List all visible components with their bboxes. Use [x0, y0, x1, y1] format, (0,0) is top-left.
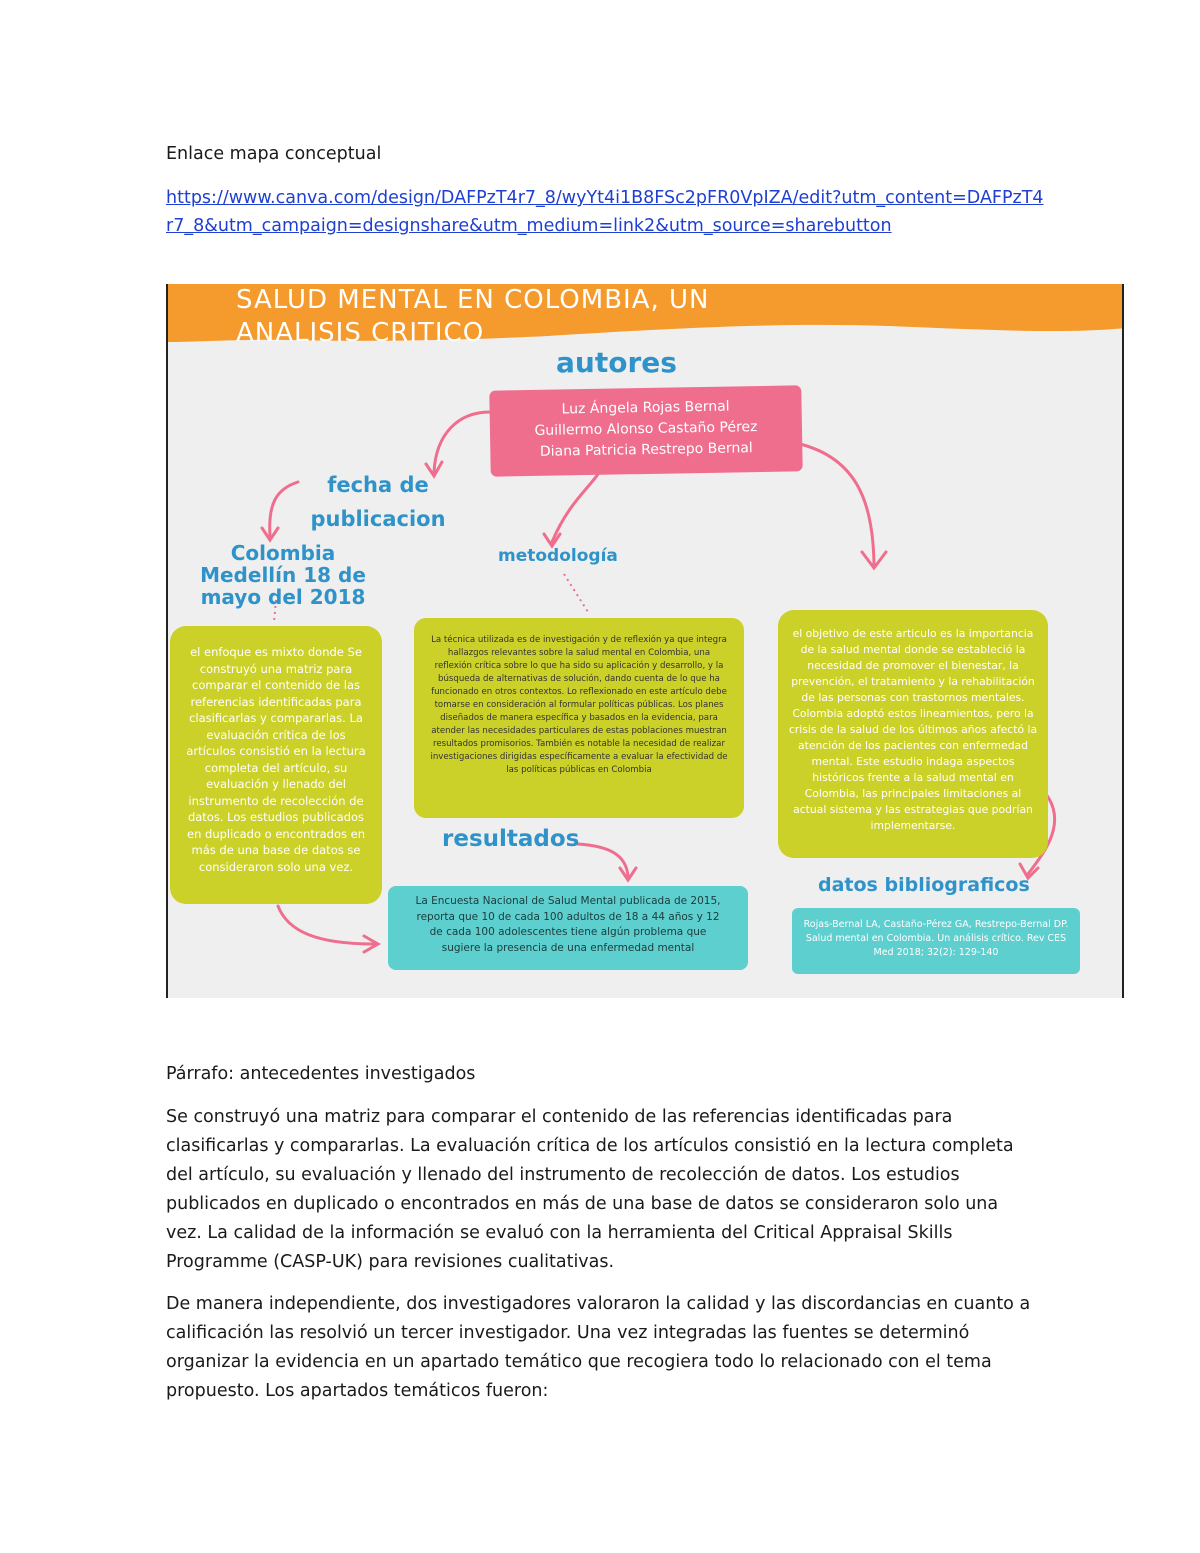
heading-enlace: Enlace mapa conceptual	[166, 144, 382, 164]
resultados-box: La Encuesta Nacional de Salud Mental publicada de 2015, reporta que 10 de cada 100 adultos de 18 a 44 años y 12 de cada 100 adolescentes tiene algún problema que sugiere la presencia de una enfermedad mental	[388, 886, 748, 970]
section-title: Párrafo: antecedentes investigados	[166, 1064, 476, 1084]
arrow-enfoque-resultados	[278, 906, 374, 944]
arrow-autores-objetivo	[800, 444, 874, 564]
map-title-line-2: ANALISIS CRITICO	[236, 318, 485, 348]
map-title-line-1: SALUD MENTAL EN COLOMBIA, UN	[236, 285, 710, 315]
concept-map-image	[166, 284, 1124, 998]
authors-box	[489, 385, 802, 476]
label-resultados: resultados	[442, 826, 580, 852]
authors-text: Luz Ángela Rojas Bernal Guillermo Alonso Castaño Pérez Diana Patricia Restrepo Bernal	[534, 398, 758, 460]
map-title	[236, 284, 710, 350]
metodologia-box: La técnica utilizada es de investigación y de reflexión ya que integra hallazgos relevantes sobre la salud mental en Colombia, una reflexión crítica sobre lo que ha sido su aplicación y desarrollo, y la búsqueda de alternativas de solución, dando cuenta de lo que ha funcionado en otros contextos. Lo reflexionado en este artículo debe tomarse en consideración al formular políticas públicas. Los planes diseñados de manera específica y basados en la evidencia, para atender las necesidades particulares de estas poblaciones muestran resultados promisorios. También es notable la necesidad de realizar investigaciones dirigidas específicamente a evaluar la efectividad de las políticas públicas en Colombia	[414, 618, 744, 818]
objetivo-box: el objetivo de este articulo es la importancia de la salud mental donde se estableció la necesidad de promover el bienestar, la prevención, el tratamiento y la rehabilitación de las personas con trastornos mentales. Colombia adoptó estos lineamientos, pero la crisis de la salud de los últimos años afectó la atención de los pacientes con enfermedad mental. Este estudio indaga aspectos históricos frente a la salud mental en Colombia, las principales limitaciones al actual sistema y las estrategias que podrían implementarse.	[778, 610, 1048, 858]
paragraph-2: De manera independiente, dos investigadores valoraron la calidad y las discordancias en cuanto a calificación las resolvió un tercer investigador. Una vez integradas las fuentes se determinó organizar la evidencia en un apartado temático que recogiera todo lo relacionado con el tema propuesto. Los apartados temáticos fueron:	[166, 1294, 1031, 1401]
arrow-autores-metodologia	[552, 474, 598, 542]
label-colombia-fecha: Colombia Medellín 18 de mayo del 2018	[200, 541, 366, 609]
canva-link[interactable]: https://www.canva.com/design/DAFPzT4r7_8/wyYt4i1B8FSc2pFR0VpIZA/edit?utm_content=DAFPzT4r7_8&utm_campaign=designshare&utm_medium=link2&utm_source=sharebutton	[166, 188, 1044, 236]
enfoque-box: el enfoque es mixto donde Se construyó una matriz para comparar el contenido de las referencias identificadas para clasificarlas y compararlas. La evaluación crítica de los artículos consistió en la lectura completa del artículo, su evaluación y llenado del instrumento de recolección de datos. Los estudios publicados en duplicado o encontrados en más de una base de datos se consideraron solo una vez.	[170, 626, 382, 904]
paragraph-1: Se construyó una matriz para comparar el contenido de las referencias identificadas para clasificarlas y compararlas. La evaluación crítica de los artículos consistió en la lectura completa del artículo, su evaluación y llenado del instrumento de recolección de datos. Los estudios publicados en duplicado o encontrados en más de una base de datos se consideraron solo una vez. La calidad de la información se evaluó con la herramienta del Critical Appraisal Skills Programme (CASP-UK) para revisiones cualitativas.	[166, 1107, 1014, 1272]
label-autores: autores	[556, 346, 677, 379]
label-datos-bibliograficos: datos bibliograficos	[818, 874, 1030, 896]
label-metodologia: metodología	[498, 546, 618, 566]
label-fecha-publicacion: fecha de publicacion	[310, 473, 446, 531]
arrow-fecha-colombia	[270, 482, 298, 536]
bibliografia-box: Rojas-Bernal LA, Castaño-Pérez GA, Restrepo-Bernal DP. Salud mental en Colombia. Un análisis crítico. Rev CES Med 2018; 32(2): 129-140	[792, 908, 1080, 974]
